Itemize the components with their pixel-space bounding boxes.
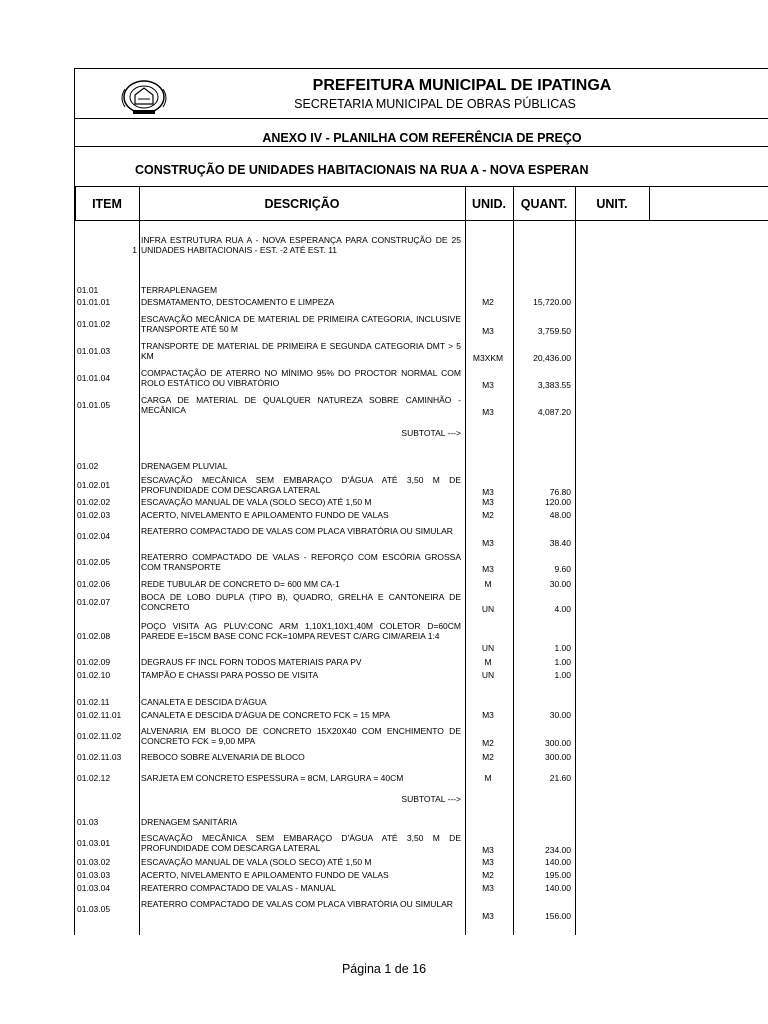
item-unit: M xyxy=(484,657,492,667)
table-row xyxy=(75,592,768,612)
table-row xyxy=(75,497,768,507)
table-row xyxy=(75,368,768,388)
item-quantity: 20,436.00 xyxy=(533,353,571,363)
item-description: CARGA DE MATERIAL DE QUALQUER NATUREZA SOBRE CAMINHÃO - MECÂNICA xyxy=(141,395,461,415)
item-unit: UN xyxy=(481,670,495,680)
item-description: REATERRO COMPACTADO DE VALAS - REFORÇO COM ESCÓRIA GROSSA COM TRANSPORTE xyxy=(141,552,461,572)
item-unit: M2 xyxy=(482,752,494,762)
project-title: CONSTRUÇÃO DE UNIDADES HABITACIONAIS NA RUA A - NOVA ESPERAN xyxy=(135,163,589,177)
item-unit: M3 xyxy=(482,326,494,336)
item-code: 01.01.04 xyxy=(77,373,111,383)
item-description: REDE TUBULAR DE CONCRETO D= 600 MM CA-1 xyxy=(141,579,340,589)
item-description: DESMATAMENTO, DESTOCAMENTO E LIMPEZA xyxy=(141,297,335,307)
item-unit: M3 xyxy=(482,911,494,921)
item-number: 1 xyxy=(132,245,137,255)
item-description: ACERTO, NIVELAMENTO E APILOAMENTO FUNDO DE VALAS xyxy=(141,510,389,520)
item-quantity: 3,383.55 xyxy=(537,380,571,390)
item-unit: M xyxy=(484,579,492,589)
item-code: 01.03.05 xyxy=(77,904,111,914)
item-unit: M3 xyxy=(482,497,494,507)
item-code: 01.02.07 xyxy=(77,597,111,607)
table-row xyxy=(75,899,768,919)
col-header-unid: UNID. xyxy=(471,197,507,211)
item-quantity: 140.00 xyxy=(545,857,571,867)
subtotal-label: SUBTOTAL ---> xyxy=(401,428,461,438)
page-number: Página 1 de 16 xyxy=(341,962,427,976)
item-unit: M2 xyxy=(482,297,494,307)
table-row xyxy=(75,657,768,667)
item-quantity: 9.60 xyxy=(554,564,571,574)
item-unit: M2 xyxy=(482,870,494,880)
item-description: TRANSPORTE DE MATERIAL DE PRIMEIRA E SEGUNDA CATEGORIA DMT > 5 KM xyxy=(141,341,461,361)
item-quantity: 300.00 xyxy=(545,752,571,762)
item-unit: M3 xyxy=(482,564,494,574)
table-row xyxy=(75,510,768,520)
item-code: 01.01.01 xyxy=(77,297,111,307)
table-row xyxy=(75,833,768,853)
item-unit: M2 xyxy=(482,738,494,748)
item-code: 01.01.02 xyxy=(77,319,111,329)
table-row xyxy=(75,552,768,572)
item-quantity: 30.00 xyxy=(549,579,571,589)
table-row xyxy=(75,726,768,746)
item-description: SARJETA EM CONCRETO ESPESSURA = 8CM, LARGURA = 40CM xyxy=(141,773,404,783)
item-description: DRENAGEM SANITÁRIA xyxy=(141,817,238,827)
item-description: INFRA ESTRUTURA RUA A - NOVA ESPERANÇA PARA CONSTRUÇÃO DE 25 UNIDADES HABITACIONAIS - EST. -2 ATÉ EST. 11 xyxy=(141,235,461,255)
table-row xyxy=(75,461,768,471)
col-header-desc: DESCRIÇÃO xyxy=(264,197,340,211)
item-description: ESCAVAÇÃO MANUAL DE VALA (SOLO SECO) ATÉ 1,50 M xyxy=(141,497,372,507)
item-unit: M3 xyxy=(482,380,494,390)
header-row xyxy=(75,69,768,119)
item-description: REATERRO COMPACTADO DE VALAS COM PLACA VIBRATÓRIA OU SIMULAR xyxy=(141,526,453,536)
item-unit: M3XKM xyxy=(472,353,504,363)
item-quantity: 76.80 xyxy=(549,487,571,497)
grid-line xyxy=(75,187,76,221)
item-unit: M3 xyxy=(482,407,494,417)
col-header-item: ITEM xyxy=(92,197,122,211)
item-code: 01.02.11.02 xyxy=(77,731,122,741)
item-unit: M3 xyxy=(482,710,494,720)
table-row xyxy=(75,621,768,651)
item-description: DRENAGEM PLUVIAL xyxy=(141,461,228,471)
item-description: TERRAPLENAGEM xyxy=(141,285,218,295)
table-row xyxy=(75,341,768,361)
col-header-unit: UNIT. xyxy=(596,197,628,211)
item-code: 01.02.01 xyxy=(77,480,111,490)
item-quantity: 156.00 xyxy=(545,911,571,921)
price-sheet xyxy=(74,68,768,935)
item-description: ALVENARIA EM BLOCO DE CONCRETO 15X20X40 COM ENCHIMENTO DE CONCRETO FCK = 9,00 MPA xyxy=(141,726,461,746)
table-row xyxy=(75,285,768,295)
table-row xyxy=(75,579,768,589)
item-quantity: 38.40 xyxy=(549,538,571,548)
item-quantity: 4.00 xyxy=(554,604,571,614)
item-code: 01.02.11 xyxy=(77,697,110,707)
item-code: 01.02.11.01 xyxy=(77,710,122,720)
table-row xyxy=(75,235,768,265)
item-quantity: 195.00 xyxy=(545,870,571,880)
item-quantity: 300.00 xyxy=(545,738,571,748)
grid-line xyxy=(649,187,650,221)
col-header-quant: QUANT. xyxy=(520,197,568,211)
item-code: 01.03.02 xyxy=(77,857,111,867)
item-description: ACERTO, NIVELAMENTO E APILOAMENTO FUNDO DE VALAS xyxy=(141,870,389,880)
table-row xyxy=(75,297,768,307)
subtotal-label: SUBTOTAL ---> xyxy=(401,794,461,804)
item-quantity: 48.00 xyxy=(549,510,571,520)
item-description: REBOCO SOBRE ALVENARIA DE BLOCO xyxy=(141,752,305,762)
table-row xyxy=(75,314,768,334)
item-unit: UN xyxy=(481,604,495,614)
item-unit: M3 xyxy=(482,845,494,855)
item-code: 01.01 xyxy=(77,285,99,295)
item-code: 01.02.11.03 xyxy=(77,752,122,762)
subtotal-row xyxy=(75,428,768,438)
item-code: 01.03.04 xyxy=(77,883,111,893)
item-quantity: 4,087.20 xyxy=(537,407,571,417)
item-code: 01.01.03 xyxy=(77,346,111,356)
item-unit: M3 xyxy=(482,538,494,548)
table-row xyxy=(75,526,768,546)
item-unit: M3 xyxy=(482,857,494,867)
item-description: ESCAVAÇÃO MECÂNICA DE MATERIAL DE PRIMEIRA CATEGORIA, INCLUSIVE TRANSPORTE ATÉ 50 M xyxy=(141,314,461,334)
annex-title: ANEXO IV - PLANILHA COM REFERÊNCIA DE PREÇO xyxy=(262,131,582,145)
item-description: REATERRO COMPACTADO DE VALAS COM PLACA VIBRATÓRIA OU SIMULAR xyxy=(141,899,453,909)
item-description: REATERRO COMPACTADO DE VALAS - MANUAL xyxy=(141,883,336,893)
item-description: TAMPÃO E CHASSI PARA POSSO DE VISITA xyxy=(141,670,319,680)
item-description: CANALETA E DESCIDA D'ÁGUA xyxy=(141,697,267,707)
table-row xyxy=(75,670,768,680)
item-description: ESCAVAÇÃO MANUAL DE VALA (SOLO SECO) ATÉ 1,50 M xyxy=(141,857,372,867)
item-code: 01.02.06 xyxy=(77,579,111,589)
item-quantity: 15,720.00 xyxy=(533,297,571,307)
table-row xyxy=(75,870,768,880)
item-code: 01.02.10 xyxy=(77,670,111,680)
page-title: PREFEITURA MUNICIPAL DE IPATINGA xyxy=(312,77,612,94)
item-code: 01.01.05 xyxy=(77,400,111,410)
item-description: COMPACTAÇÃO DE ATERRO NO MÍNIMO 95% DO PROCTOR NORMAL COM ROLO ESTÁTICO OU VIBRATÓRIO xyxy=(141,368,461,388)
item-code: 01.03.01 xyxy=(77,838,111,848)
table-row xyxy=(75,752,768,762)
item-quantity: 3,759.50 xyxy=(537,326,571,336)
table-row xyxy=(75,883,768,893)
item-code: 01.02.03 xyxy=(77,510,111,520)
item-unit: M3 xyxy=(482,487,494,497)
table-row xyxy=(75,697,768,707)
table-row xyxy=(75,773,768,783)
item-code: 01.03 xyxy=(77,817,99,827)
item-code: 01.02.12 xyxy=(77,773,111,783)
item-quantity: 234.00 xyxy=(545,845,571,855)
item-description: ESCAVAÇÃO MECÂNICA SEM EMBARAÇO D'ÁGUA ATÉ 3,50 M DE PROFUNDIDADE COM DESCARGA LATERAL xyxy=(141,833,461,853)
item-unit: M2 xyxy=(482,510,494,520)
item-description: CANALETA E DESCIDA D'ÁGUA DE CONCRETO FCK = 15 MPA xyxy=(141,710,390,720)
item-quantity: 1.00 xyxy=(554,643,571,653)
item-code: 01.02.08 xyxy=(77,631,111,641)
item-code: 01.02.05 xyxy=(77,557,111,567)
item-quantity: 140.00 xyxy=(545,883,571,893)
item-description: BOCA DE LOBO DUPLA (TIPO B), QUADRO, GRELHA E CANTONEIRA DE CONCRETO xyxy=(141,592,461,612)
item-code: 01.02 xyxy=(77,461,99,471)
item-quantity: 1.00 xyxy=(554,670,571,680)
table-row xyxy=(75,710,768,720)
item-quantity: 120.00 xyxy=(545,497,571,507)
item-description: ESCAVAÇÃO MECÂNICA SEM EMBARAÇO D'ÁGUA ATÉ 3,50 M DE PROFUNDIDADE COM DESCARGA LATERAL xyxy=(141,475,461,495)
item-code: 01.02.02 xyxy=(77,497,111,507)
table-row xyxy=(75,857,768,867)
item-description: DEGRAUS FF INCL FORN TODOS MATERIAIS PARA PV xyxy=(141,657,362,667)
item-quantity: 21.60 xyxy=(549,773,571,783)
page-subtitle: SECRETARIA MUNICIPAL DE OBRAS PÚBLICAS xyxy=(294,97,576,111)
item-unit: UN xyxy=(481,643,495,653)
item-code: 01.02.09 xyxy=(77,657,111,667)
item-unit: M xyxy=(484,773,492,783)
item-quantity: 1.00 xyxy=(554,657,571,667)
subtotal-row xyxy=(75,794,768,804)
table-row xyxy=(75,817,768,827)
item-code: 01.03.03 xyxy=(77,870,111,880)
item-quantity: 30.00 xyxy=(549,710,571,720)
item-code: 01.02.04 xyxy=(77,531,111,541)
item-unit: M3 xyxy=(482,883,494,893)
item-description: POÇO VISITA AG PLUV:CONC ARM 1,10X1,10X1,40M COLETOR D=60CM PAREDE E=15CM BASE CONC FCK=10MPA REVEST C/ARG CIM/AREIA 1:4 xyxy=(141,621,461,641)
table-row xyxy=(75,475,768,495)
table-row xyxy=(75,395,768,415)
